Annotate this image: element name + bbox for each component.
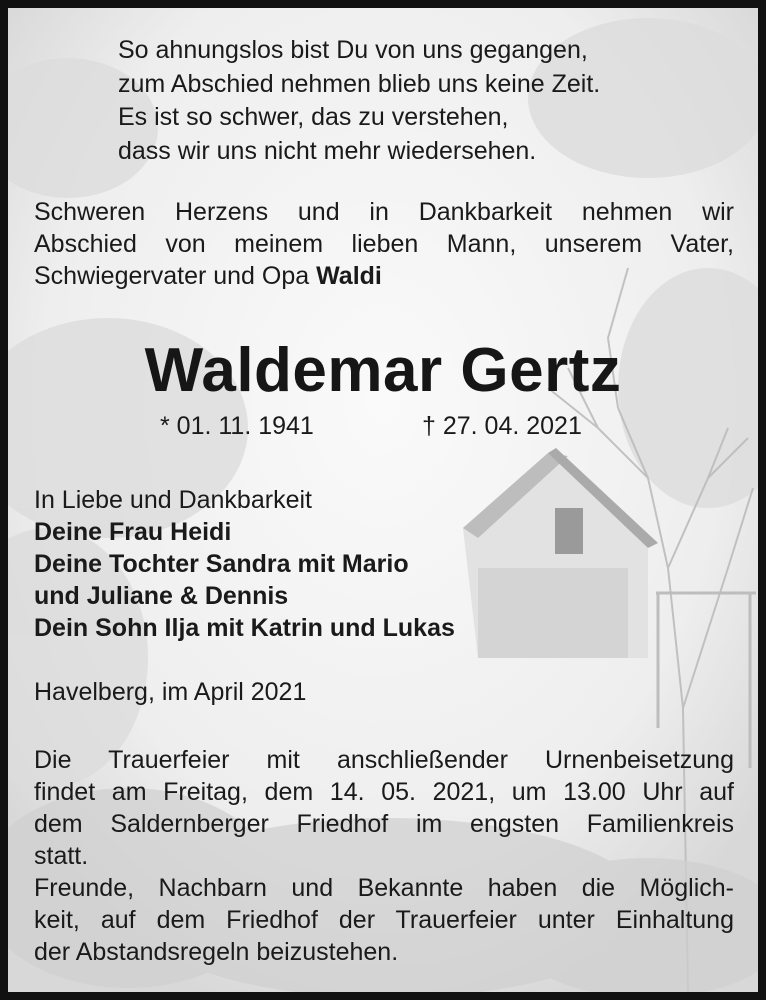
poem [118, 34, 718, 168]
family-member: Dein Sohn Ilja mit Katrin und Lukas [34, 614, 455, 642]
details-line: Die Trauerfeier mit anschließender Urnenbeisetzung [34, 746, 734, 774]
poem-line: dass wir uns nicht mehr wiedersehen. [118, 136, 537, 165]
place-date: Havelberg, im April 2021 [34, 678, 307, 706]
announcement-line [34, 262, 382, 290]
family-list [34, 484, 734, 644]
details-line: keit, auf dem Friedhof der Trauerfeier unter Einhaltung [34, 906, 734, 934]
nickname: Waldi [316, 262, 382, 290]
announcement-line: Schweren Herzens und in Dankbarkeit nehmen wir [34, 198, 734, 226]
birth-date: * 01. 11. 1941 [160, 412, 314, 440]
family-member: Deine Frau Heidi [34, 518, 232, 546]
details-line: Freunde, Nachbarn und Bekannte haben die Möglich- [34, 874, 734, 902]
details-line: findet am Freitag, dem 14. 05. 2021, um 13.00 Uhr auf [34, 778, 734, 806]
poem-line: So ahnungslos bist Du von uns gegangen, [118, 36, 588, 64]
family-heading: In Liebe und Dankbarkeit [34, 486, 312, 514]
family-member: und Juliane & Dennis [34, 582, 289, 610]
deceased-name: Waldemar Gertz [144, 336, 622, 405]
death-date: † 27. 04. 2021 [422, 412, 582, 440]
details-line: dem Saldernberger Friedhof im engsten Familienkreis [34, 810, 734, 838]
funeral-details [34, 744, 734, 968]
poem-line: Es ist so schwer, das zu verstehen, [118, 103, 509, 131]
announcement-line-prefix: Schwiegervater und Opa [34, 262, 310, 290]
details-line: der Abstandsregeln beizustehen. [34, 938, 399, 966]
announcement-text [34, 196, 734, 292]
details-line: statt. [34, 842, 89, 870]
announcement-line: Abschied von meinem lieben Mann, unserem Vater, [34, 230, 734, 258]
poem-line: zum Abschied nehmen blieb uns keine Zeit. [118, 69, 601, 98]
family-member: Deine Tochter Sandra mit Mario [34, 550, 409, 578]
